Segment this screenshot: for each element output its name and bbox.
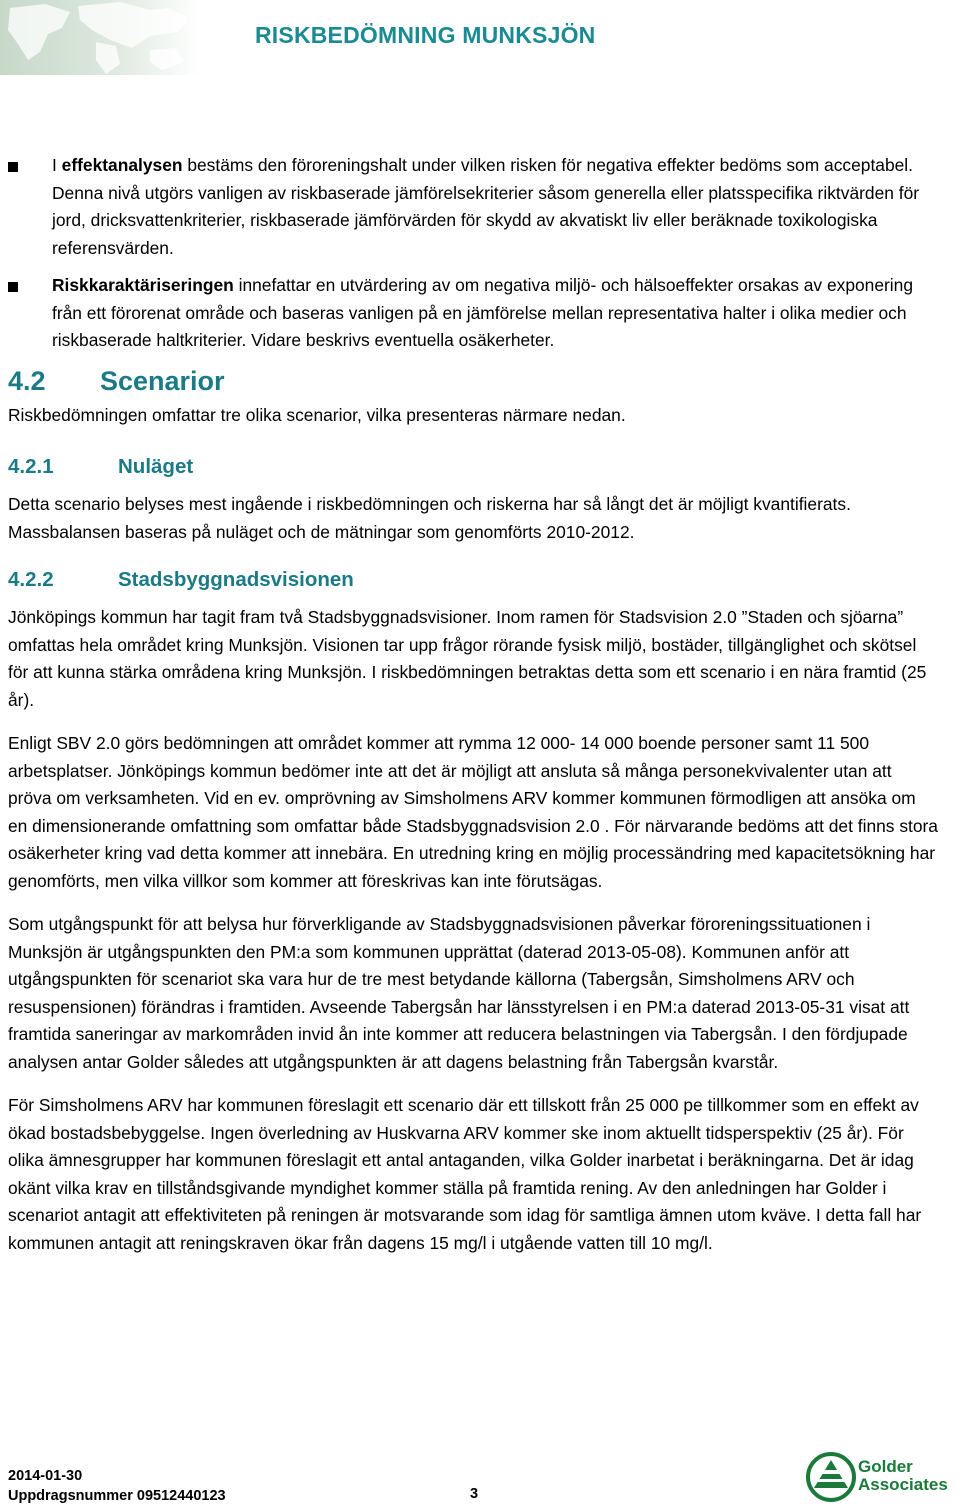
logo-word-associates: Associates [858,1475,948,1494]
heading-title: Stadsbyggnadsvisionen [118,568,354,591]
document-body [8,152,938,1257]
heading-number: 4.2.2 [8,568,54,591]
heading-number: 4.2.1 [8,455,54,478]
page-header [0,0,960,75]
golder-logo [806,1450,956,1506]
bullet-effektanalys: I effektanalysen bestäms den föroreningshalt under vilken risken för negativa effekter bedöms som acceptabel. Denna nivå utgörs vanligen av riskbaserade jämförelsekriterier såsom generella eller platsspecifika riktvärden för jord, dricksvattenkriterier, riskbaserade jämförvärden för skydd av akvatiskt liv eller beräknade toxikologiska referensvärden. [8,152,938,262]
term-effektanalysen: effektanalysen [61,155,183,175]
paragraph-stadsbyggnad-3: Som utgångspunkt för att belysa hur förverkligande av Stadsbyggnadsvisionen påverkar föroreningssituationen i Munksjön är utgångspunkten den PM:a som kommunen upprättat (daterad 2013-05-08). Kommunen anför att utgångspunkten för scenariot ska vara hur de tre mest betydande källorna (Tabergsån, Simsholmens ARV och resuspensionen) förändras i framtiden. Avseende Tabergsån har länsstyrelsen i en PM:a daterad 2013-05-31 visat att framtida saneringar av markområden invid ån inte kommer att reducera belastningen via Tabergsån. I den fördjupade analysen antar Golder således att utgångspunkten är att dagens belastning från Tabergsån kvarstår. [8,914,910,1072]
footer-assignment-number: Uppdragsnummer 09512440123 [8,1488,226,1504]
paragraph-nulaget: Detta scenario belyses mest ingående i riskbedömningen och riskerna har så långt det är möjligt kvantifierats. Massbalansen baseras på nuläget och de mätningar som genomförts 2010-2012. [8,494,851,542]
logo-word-golder: Golder [858,1457,913,1476]
heading-number: 4.2 [8,365,46,396]
document-title: RISKBEDÖMNING MUNKSJÖN [255,22,596,48]
heading-title: Nuläget [118,455,194,478]
paragraph-stadsbyggnad-4: För Simsholmens ARV har kommunen föreslagit ett scenario där ett tillskott från 25 000 pe tillkommer som en effekt av ökad bostadsbebyggelse. Ingen överledning av Huskvarna ARV kommer ske inom aktuellt tidsperspektiv (25 år). För olika ämnesgrupper har kommunen föreslagit ett antal antaganden, vilka Golder inarbetat i beräkningarna. Det är idag okänt vilka krav en tillståndsgivande myndighet kommer ställa på framtida rening. Av den anledningen har Golder i scenariot antagit att effektiviteten på reningen är motsvarande som idag för samtliga ämnen utom kväve. I detta fall har kommunen antagit att reningskraven ökar från dagens 15 mg/l i utgående vatten till 10 mg/l. [8,1095,922,1253]
heading-4-2-2 [8,566,938,594]
golder-logo-icon [806,1450,856,1504]
heading-4-2 [8,363,938,399]
paragraph-scenarior: Riskbedömningen omfattar tre olika scenarior, vilka presenteras närmare nedan. [8,404,626,425]
bullet-riskkaraktarisering: Riskkaraktäriseringen innefattar en utvärdering av om negativa miljö- och hälsoeffekter orsakas av exponering från ett förorenat område och baseras vanligen på en jämförelse mellan representativa halter i olika medier och riskbaserade haltkriterier. Vidare beskrivs eventuella osäkerheter. [8,272,938,355]
paragraph-stadsbyggnad-2: Enligt SBV 2.0 görs bedömningen att området kommer att rymma 12 000- 14 000 boende personer samt 11 500 arbetsplatser. Jönköpings kommun bedömer inte att det är möjligt att ansluta så många personekvivalenter utan att pröva om verksamheten. Vid en ev. omprövning av Simsholmens ARV kommer kommunen förmodligen att ansöka om en dimensionerande omfattning som omfattar både Stadsbyggnadsvision 2.0 . För närvarande bedöms att det finns stora osäkerheter kring vad detta kommer att innebära. En utredning kring en möjlig processändring med kapacitetsökning har genomförts, men vilka villkor som kommer att föreskrivas kan inte förutsägas. [8,733,938,891]
term-riskkaraktariseringen: Riskkaraktäriseringen [52,275,234,295]
page-number: 3 [470,1486,479,1502]
footer-date: 2014-01-30 [8,1468,83,1484]
page-footer [8,1466,226,1506]
heading-title: Scenarior [100,365,225,396]
square-bullet-icon [8,162,18,172]
paragraph-stadsbyggnad-1: Jönköpings kommun har tagit fram två Stadsbyggnadsvisioner. Inom ramen för Stadsvision 2.0 ”Staden och sjöarna” omfattas hela området kring Munksjön. Visionen tar upp frågor rörande fysisk miljö, bostäder, tillgänglighet och skötsel för att kunna stärka områdena kring Munksjön. I riskbedömningen betraktas detta som ett scenario i en nära framtid (25 år). [8,607,927,710]
square-bullet-icon [8,282,18,292]
world-map-graphic [0,0,200,75]
heading-4-2-1 [8,453,938,481]
